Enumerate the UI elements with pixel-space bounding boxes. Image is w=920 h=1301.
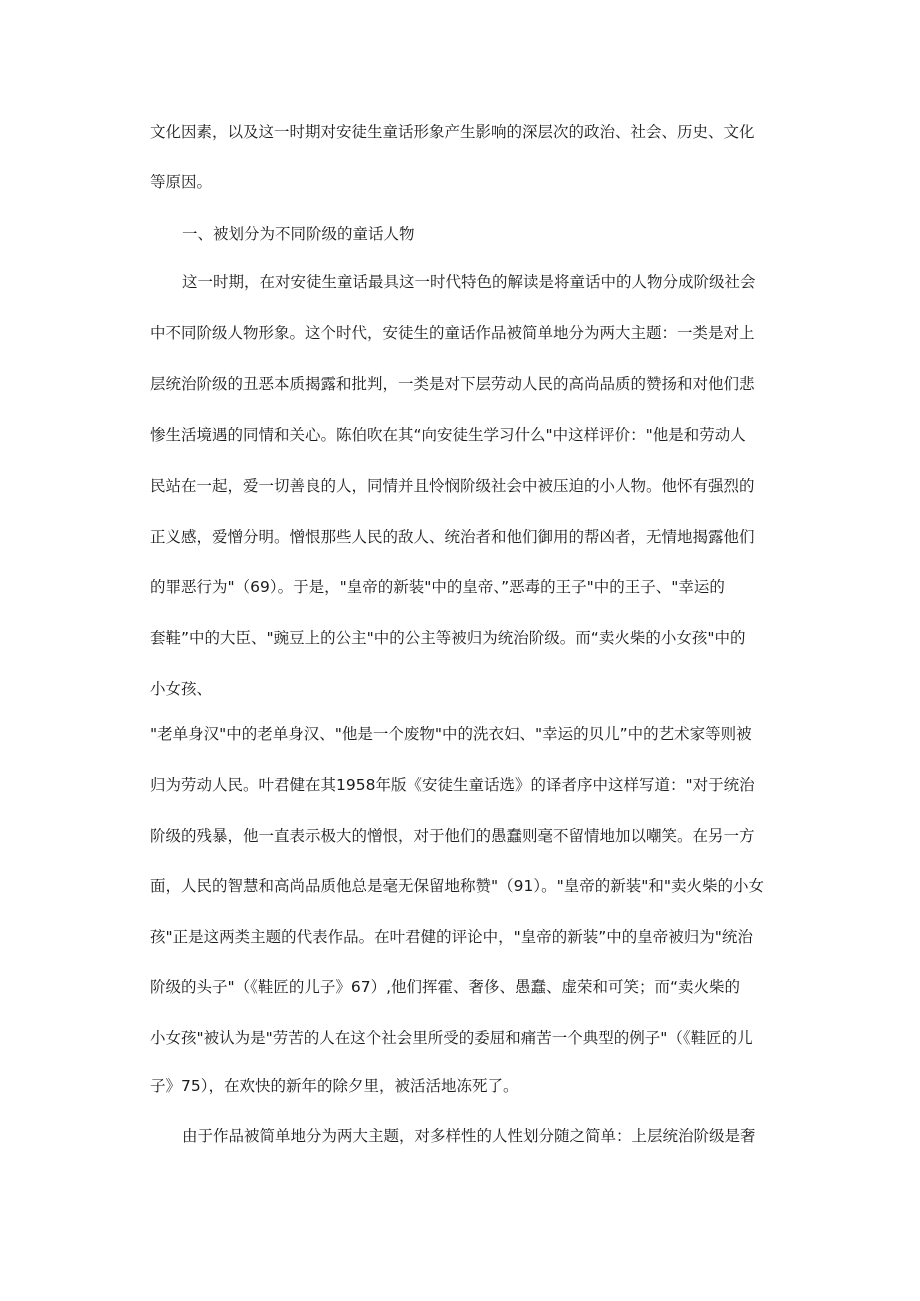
text-line: 由于作品被简单地分为两大主题，对多样性的人性划分随之简单：上层统治阶级是奢 [182,1127,756,1145]
text-line: 归为劳动人民。叶君健在其1958年版《安徒生童话选》的译者序中这样写道："对于统治 [150,776,755,794]
text-line: 孩"正是这两类主题的代表作品。在叶君健的评论中，"皇帝的新装”中的皇帝被归为"统治 [150,928,753,946]
text-line: 正义感，爱憎分明。憎恨那些人民的敌人、统治者和他们御用的帮凶者，无情地揭露他们 [150,528,755,546]
text-line: 层统治阶级的丑恶本质揭露和批判，一类是对下层劳动人民的高尚品质的赞扬和对他们悲 [150,375,755,393]
text-line: 的罪恶行为"（69）。于是，"皇帝的新装"中的皇帝、”恶毒的王子"中的王子、"幸运的 [150,578,725,596]
text-line: 等原因。 [150,173,213,191]
text-line: 阶级的残暴，他一直表示极大的憎恨，对于他们的愚蠢则毫不留情地加以嘲笑。在另一方 [150,827,755,845]
text-line: 面，人民的智慧和高尚品质他总是毫无保留地称赞"（91）。"皇帝的新装"和"卖火柴的小女 [150,877,764,895]
text-line: 民站在一起，爱一切善良的人，同情并且怜悯阶级社会中被压迫的小人物。他怀有强烈的 [150,477,755,495]
text-line: 小女孩"被认为是"劳苦的人在这个社会里所受的委屈和痛苦一个典型的例子"（《鞋匠的儿 [150,1029,753,1047]
text-line: 子》75），在欢快的新年的除夕里，被活活地冻死了。 [150,1077,519,1095]
text-line: "老单身汉"中的老单身汉、"他是一个废物"中的洗衣妇、"幸运的贝儿”中的艺术家等则被 [150,725,752,743]
text-line: 阶级的头子"（《鞋匠的儿子》67）,他们挥霍、奢侈、愚蠢、虚荣和可笑；而“卖火柴的 [150,978,741,996]
section-heading: 一、被划分为不同阶级的童话人物 [182,225,415,243]
text-line: 惨生活境遇的同情和关心。陈伯吹在其“向安徒生学习什么"中这样评价："他是和劳动人 [150,426,746,444]
text-line: 中不同阶级人物形象。这个时代，安徒生的童话作品被简单地分为两大主题：一类是对上 [150,324,755,342]
text-line: 文化因素，以及这一时期对安徒生童话形象产生影响的深层次的政治、社会、历史、文化 [150,123,755,141]
text-line: 套鞋”中的大臣、"豌豆上的公主"中的公主等被归为统治阶级。而“卖火柴的小女孩"中的 [150,629,746,647]
text-line: 这一时期，在对安徒生童话最具这一时代特色的解读是将童话中的人物分成阶级社会 [182,273,756,291]
text-line: 小女孩、 [150,680,213,698]
